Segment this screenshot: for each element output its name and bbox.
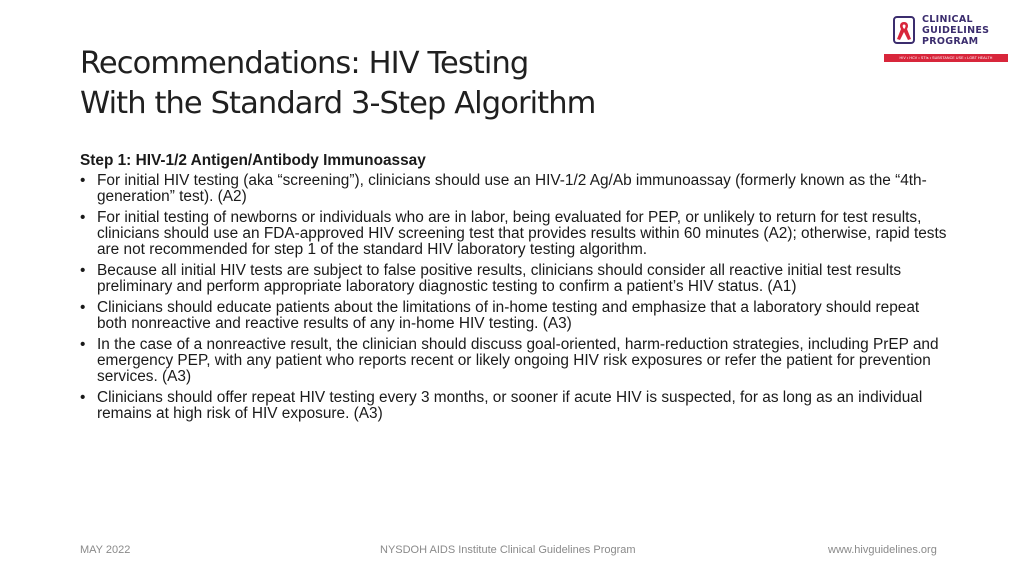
logo-tagline: HIV • HCV • STIs • SUBSTANCE USE • LGBT HEALTH <box>884 54 1008 62</box>
list-item <box>80 300 950 332</box>
list-item <box>80 263 950 295</box>
list-item-text: For initial testing of newborns or individuals who are in labor, being evaluated for PEP, or unlikely to return for test results, clinicians should use an FDA-approved HIV screening test that provides results within 60 minutes (A2); otherwise, rapid tests are not recommended for step 1 of the standard HIV laboratory testing algorithm. <box>97 209 947 258</box>
clinical-guidelines-logo <box>884 14 1008 64</box>
bullet-icon: • <box>80 299 86 316</box>
logo-line-1: CLINICAL <box>922 14 973 25</box>
list-item-text: Because all initial HIV tests are subject to false positive results, clinicians should consider all reactive initial test results preliminary and perform appropriate laboratory diagnostic testing to confirm a patient’s HIV status. (A1) <box>97 262 902 295</box>
slide-body <box>80 153 950 427</box>
bullet-icon: • <box>80 389 86 406</box>
step-heading: Step 1: HIV-1/2 Antigen/Antibody Immunoassay <box>80 152 426 169</box>
slide-title <box>80 44 840 124</box>
list-item <box>80 390 950 422</box>
bullet-icon: • <box>80 262 86 279</box>
logo-line-3: PROGRAM <box>922 36 979 47</box>
logo-wordmark <box>922 14 989 47</box>
list-item <box>80 337 950 385</box>
title-line-1: Recommendations: HIV Testing <box>80 46 529 81</box>
footer-program: NYSDOH AIDS Institute Clinical Guidelines Program <box>380 544 636 556</box>
bullet-icon: • <box>80 172 86 189</box>
footer-date: MAY 2022 <box>80 544 131 556</box>
list-item <box>80 210 950 258</box>
recommendation-list <box>80 173 950 422</box>
logo-line-2: GUIDELINES <box>922 25 990 36</box>
title-line-2: With the Standard 3-Step Algorithm <box>80 86 596 121</box>
bullet-icon: • <box>80 336 86 353</box>
list-item <box>80 173 950 205</box>
list-item-text: Clinicians should educate patients about the limitations of in-home testing and emphasize that a laboratory should repeat both nonreactive and reactive results of any in-home HIV testing. (A3) <box>97 299 920 332</box>
list-item-text: For initial HIV testing (aka “screening”), clinicians should use an HIV-1/2 Ag/Ab immunoassay (formerly known as the “4th-generation” test). (A2) <box>97 172 927 205</box>
footer-url: www.hivguidelines.org <box>828 544 937 556</box>
list-item-text: In the case of a nonreactive result, the clinician should discuss goal-oriented, harm-reduction strategies, including PrEP and emergency PEP, with any patient who reports recent or likely ongoing HIV risk exposures or refer the patient for prevention services. (A3) <box>97 336 939 385</box>
bullet-icon: • <box>80 209 86 226</box>
list-item-text: Clinicians should offer repeat HIV testing every 3 months, or sooner if acute HIV is suspected, for as long as an individual remains at high risk of HIV exposure. (A3) <box>97 389 923 422</box>
red-ribbon-icon <box>895 20 913 42</box>
